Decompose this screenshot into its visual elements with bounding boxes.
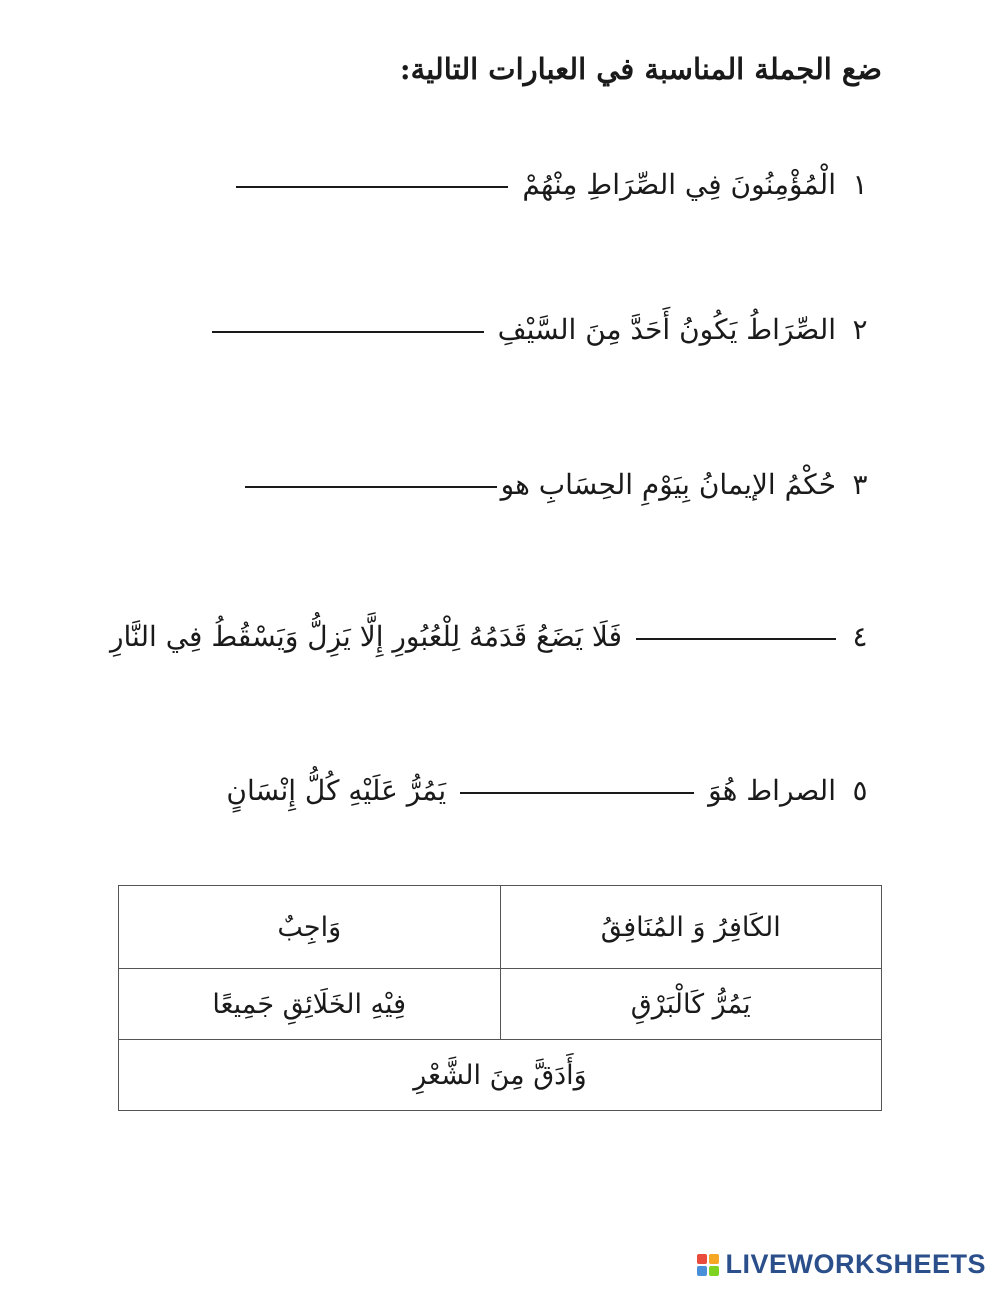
question-1 [236, 168, 870, 201]
worksheet-title: ضع الجملة المناسبة في العبارات التالية: [399, 52, 882, 86]
logo-mark-icon [697, 1254, 719, 1276]
question-number: ٤ [852, 620, 868, 653]
question-text: الْمُؤْمِنُونَ فِي الصِّرَاطِ مِنْهُمْ [522, 168, 836, 201]
answer-option[interactable]: فِيْهِ الخَلَائِقِ جَمِيعًا [119, 969, 501, 1040]
question-5 [226, 774, 870, 807]
answer-bank-table [118, 885, 882, 1111]
question-2 [212, 313, 870, 346]
liveworksheets-logo [697, 1249, 986, 1280]
answer-blank[interactable] [212, 330, 484, 333]
question-text: حُكْمُ الإيمانُ بِيَوْمِ الحِسَابِ هو [500, 468, 836, 501]
logo-text: LIVEWORKSHEETS [725, 1249, 986, 1279]
question-number: ١ [852, 168, 868, 201]
logo-square [697, 1254, 707, 1264]
answer-blank[interactable] [636, 637, 836, 640]
question-text-after: يَمُرُّ عَلَيْهِ كُلُّ إِنْسَانٍ [226, 774, 447, 807]
question-4 [110, 620, 870, 653]
answer-option[interactable]: الكَافِرُ وَ المُنَافِقُ [500, 886, 882, 969]
answer-option[interactable]: وَاجِبٌ [119, 886, 501, 969]
question-number: ٢ [852, 313, 868, 346]
question-number: ٥ [852, 774, 868, 807]
answer-option[interactable]: وَأَدَقَّ مِنَ الشَّعْرِ [119, 1040, 882, 1111]
logo-square [709, 1254, 719, 1264]
question-text: فَلَا يَضَعُ قَدَمُهُ لِلْعُبُورِ إِلَّا يَزِلُّ وَيَسْقُطُ فِي النَّارِ [109, 620, 622, 653]
logo-square [697, 1266, 707, 1276]
answer-blank[interactable] [460, 791, 694, 794]
answer-blank[interactable] [245, 485, 497, 488]
question-text: الصِّرَاطُ يَكُونُ أَحَدَّ مِنَ السَّيْفِ [497, 313, 836, 346]
question-text-before: الصراط هُوَ [708, 774, 836, 807]
answer-option[interactable]: يَمُرُّ كَالْبَرْقِ [500, 969, 882, 1040]
logo-square [709, 1266, 719, 1276]
question-3 [245, 468, 870, 501]
question-number: ٣ [852, 468, 868, 501]
answer-blank[interactable] [236, 185, 508, 188]
